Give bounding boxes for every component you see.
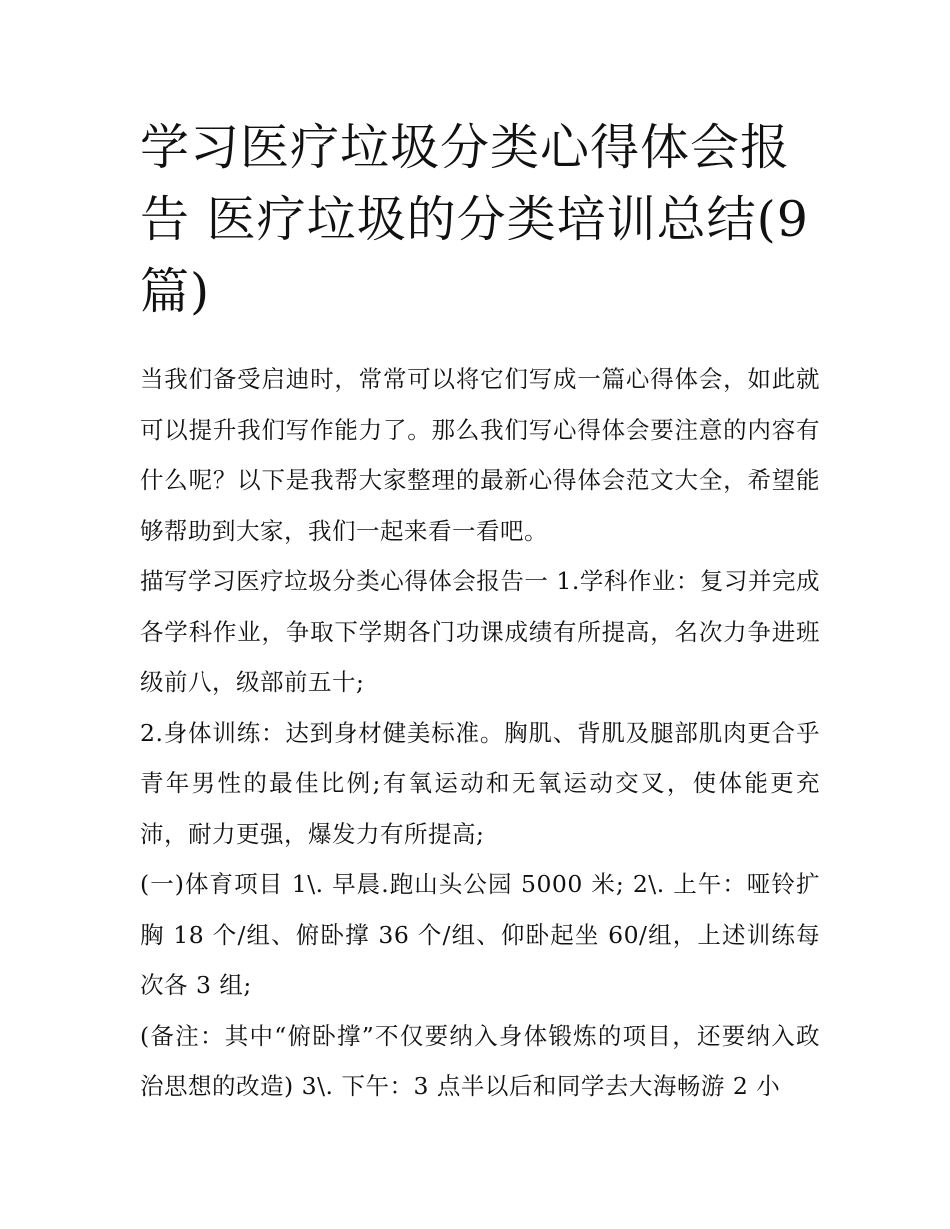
paragraph-study-plan: 描写学习医疗垃圾分类心得体会报告一 1.学科作业：复习并完成各学科作业，争取下学期各门功课成绩有所提高，名次力争进班级前八，级部前五十; bbox=[140, 567, 820, 696]
paragraph-intro: 当我们备受启迪时，常常可以将它们写成一篇心得体会，如此就可以提升我们写作能力了。那么我们写心得体会要注意的内容有什么呢？以下是我帮大家整理的最新心得体会范文大全，希望能够帮助到大家，我们一起来看一看吧。 bbox=[140, 365, 820, 545]
paragraph-notes: (备注：其中“俯卧撑”不仅要纳入身体锻炼的项目，还要纳入政治思想的改造) 3\. 下午：3 点半以后和同学去大海畅游 2 小 bbox=[140, 1021, 820, 1100]
paragraph-physical-training: 2.身体训练：达到身材健美标准。胸肌、背肌及腿部肌肉更合乎青年男性的最佳比例;有氧运动和无氧运动交叉，使体能更充沛，耐力更强，爆发力有所提高; bbox=[140, 718, 820, 848]
document-title: 学习医疗垃圾分类心得体会报告 医疗垃圾的分类培训总结(9篇) bbox=[140, 119, 809, 320]
document-body bbox=[140, 354, 820, 1112]
paragraph-sports-items: (一)体育项目 1\. 早晨.跑山头公园 5000 米; 2\. 上午：哑铃扩胸 18 个/组、俯卧撑 36 个/组、仰卧起坐 60/组，上述训练每次各 3 组; bbox=[140, 870, 820, 999]
